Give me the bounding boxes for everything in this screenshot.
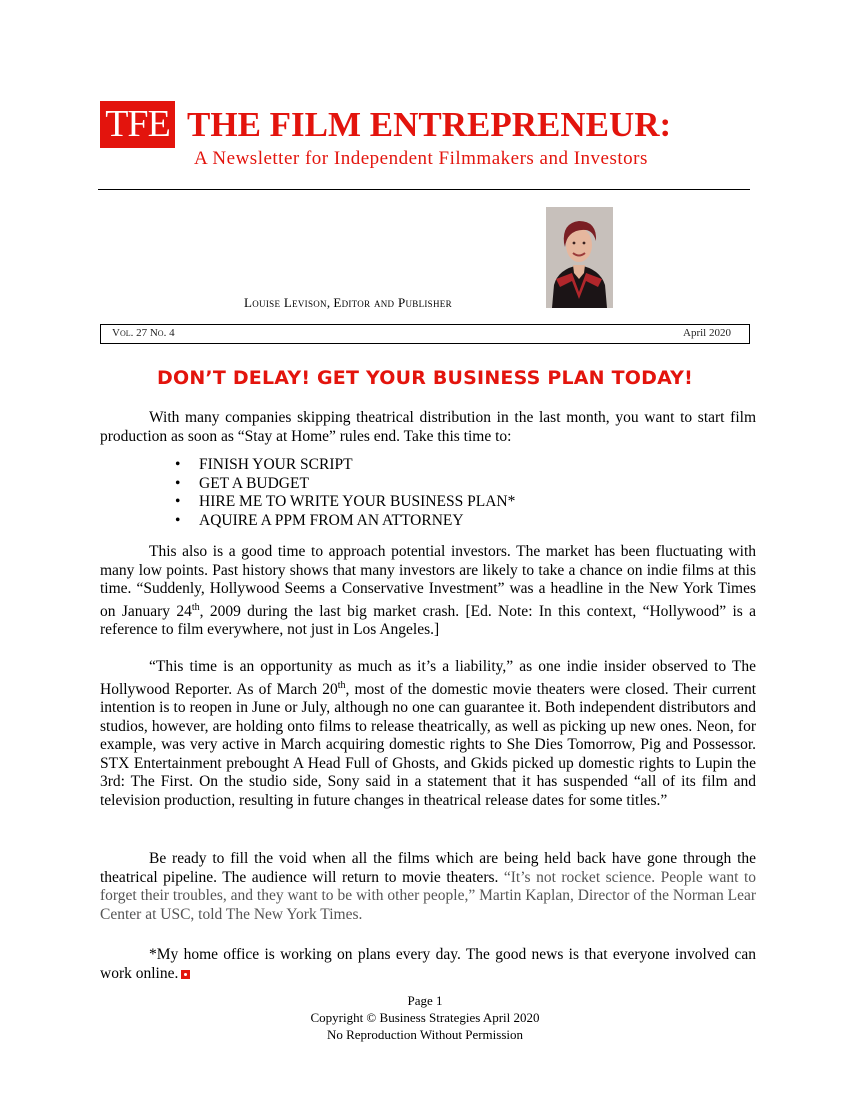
paragraph-home-office bbox=[100, 946, 756, 983]
byline-initial: E bbox=[333, 295, 342, 310]
paragraph-be-ready bbox=[100, 850, 756, 924]
newsletter-title: THE FILM ENTREPRENEUR: bbox=[187, 105, 672, 144]
byline-initial: L bbox=[244, 295, 253, 310]
action-list bbox=[172, 456, 515, 530]
copyright-notice: Copyright © Business Strategies April 2020 bbox=[310, 1010, 540, 1025]
byline-text: ouise bbox=[252, 295, 281, 310]
byline-initial: L bbox=[283, 295, 293, 310]
kaplan-quote: “It’s not rocket science. People want to forget their troubles, and they want to be with other people,” Martin Kaplan, Director of the Norman Lear Center at USC, told The New York Times. bbox=[100, 868, 756, 923]
paragraph-text: , 2009 during the last big market crash. [Ed. Note: In this context, “Hollywood” is a reference to film everywhere, not just in Los Angeles.] bbox=[100, 602, 756, 639]
issue-date: April 2020 bbox=[683, 327, 731, 339]
paragraph-text: Be ready to fill the void when all the films which are being held back have gone through the theatrical pipeline. The audience will return to movie theaters. bbox=[100, 850, 756, 886]
editor-byline: Louise Levison, Editor and Publisher bbox=[244, 295, 452, 310]
header-divider bbox=[98, 189, 750, 190]
byline-initial: P bbox=[397, 295, 406, 310]
paragraph-text: *My home office is working on plans every day. The good news is that everyone involved can work online. bbox=[100, 946, 756, 982]
ordinal-suffix: th bbox=[191, 601, 200, 613]
byline-text: ublisher bbox=[405, 295, 452, 310]
newsletter-subtitle: A Newsletter for Independent Filmmakers and Investors bbox=[194, 148, 648, 169]
end-of-article-icon bbox=[181, 970, 190, 979]
paragraph-opportunity bbox=[100, 658, 756, 810]
issue-info-box bbox=[100, 324, 750, 344]
paragraph-text: This also is a good time to approach potential investors. The market has been fluctuating with many low points. Past history shows that many investors are likely to take a chance on indie films at this time. “Suddenly, Hollywood Seems a Conservative Investment” was a headline in the New York Times on January 24 bbox=[100, 543, 756, 620]
logo: TFE bbox=[100, 101, 175, 148]
editor-portrait-image bbox=[546, 207, 613, 308]
page-footer bbox=[0, 992, 850, 1043]
byline-text: evison bbox=[292, 295, 327, 310]
paragraph-text: “This time is an opportunity as much as it’s a liability,” as one indie insider observed to The Hollywood Reporter. As of March 20 bbox=[100, 658, 756, 698]
volume-number: Vol. 27 No. 4 bbox=[112, 327, 175, 339]
reproduction-notice: No Reproduction Without Permission bbox=[326, 1027, 524, 1042]
article-headline: DON’T DELAY! GET YOUR BUSINESS PLAN TODAY! bbox=[157, 367, 693, 389]
list-item: • AQUIRE A PPM FROM AN ATTORNEY bbox=[172, 512, 515, 531]
list-item: • HIRE ME TO WRITE YOUR BUSINESS PLAN* bbox=[172, 493, 515, 512]
byline-text: ditor and bbox=[341, 295, 395, 310]
list-item: • GET A BUDGET bbox=[172, 475, 515, 494]
paragraph-intro: With many companies skipping theatrical distribution in the last month, you want to start film production as soon as “Stay at Home” rules end. Take this time to: bbox=[100, 409, 756, 445]
list-item: • FINISH YOUR SCRIPT bbox=[172, 456, 515, 475]
ordinal-suffix: th bbox=[337, 679, 346, 691]
editor-photo bbox=[546, 207, 613, 308]
paragraph-investors bbox=[100, 543, 756, 640]
page-number: Page 1 bbox=[407, 993, 443, 1008]
paragraph-text: , most of the domestic movie theaters were closed. Their current intention is to reopen in June or July, although no one can guarantee it. Both independent distributors and studios, however, are holding onto films to release theatrically, as well as picking up new ones. Neon, for example, was very active in March acquiring domestic rights to She Dies Tomorrow, Pig and Possessor. STX Entertainment prebought A Head Full of Ghosts, and Gkids picked up domestic rights to Lupin the 3rd: The First. On the studio side, Sony said in a statement that it has suspended “all of its film and television production, resulting in future changes in theatrical release dates for some titles.” bbox=[100, 680, 756, 809]
